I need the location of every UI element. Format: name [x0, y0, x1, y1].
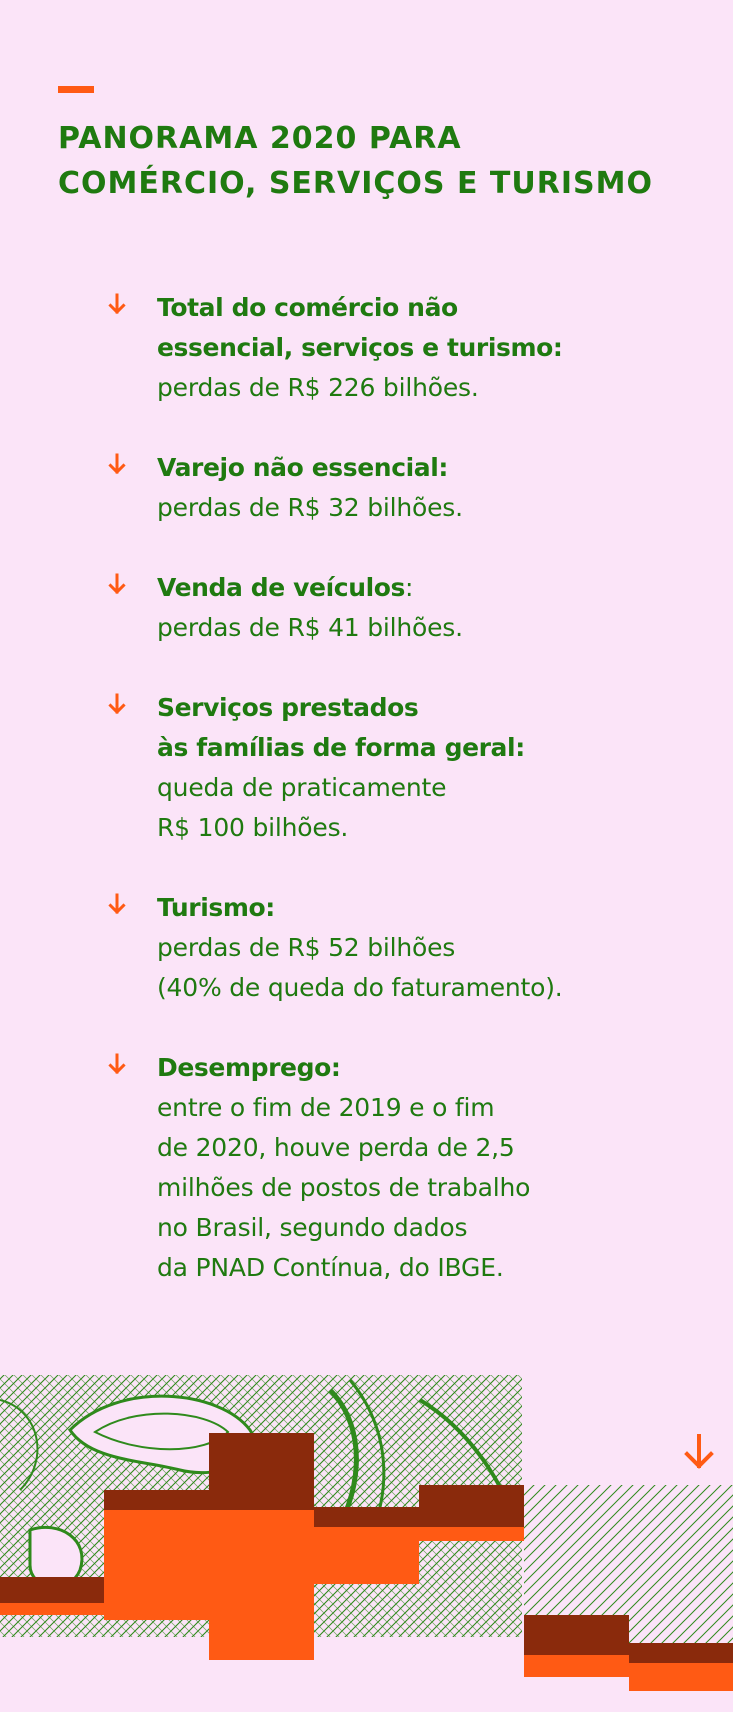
- item-body: da PNAD Contínua, do IBGE.: [157, 1253, 504, 1282]
- list-item-turismo: [108, 888, 708, 1008]
- arrow-down-icon: [108, 892, 126, 916]
- loss-list: [108, 288, 708, 1328]
- list-item-servicos: [108, 688, 708, 848]
- arrow-down-icon: [108, 452, 126, 476]
- arrow-down-icon: [108, 572, 126, 596]
- item-body: queda de praticamente: [157, 773, 447, 802]
- item-body: no Brasil, segundo dados: [157, 1213, 468, 1242]
- item-heading: Varejo não essencial:: [157, 453, 449, 482]
- item-body: perdas de R$ 52 bilhões: [157, 933, 456, 962]
- item-body: de 2020, houve perda de 2,5: [157, 1133, 515, 1162]
- arrow-down-icon: [108, 1052, 126, 1076]
- item-heading: Turismo:: [157, 893, 275, 922]
- item-heading: essencial, serviços e turismo:: [157, 333, 563, 362]
- item-body: perdas de R$ 226 bilhões.: [157, 373, 479, 402]
- item-body: milhões de postos de trabalho: [157, 1173, 531, 1202]
- list-item-total: [108, 288, 708, 408]
- item-heading: Desemprego:: [157, 1053, 341, 1082]
- item-heading-line: [157, 568, 708, 608]
- list-item-veiculos: [108, 568, 708, 648]
- arrow-down-icon: [687, 1436, 711, 1466]
- list-item-varejo: [108, 448, 708, 528]
- item-heading-suffix: :: [405, 573, 414, 602]
- arrow-down-icon: [108, 692, 126, 716]
- item-heading: Total do comércio não: [157, 293, 458, 322]
- item-heading: às famílias de forma geral:: [157, 733, 525, 762]
- item-body: perdas de R$ 41 bilhões.: [157, 613, 463, 642]
- item-body: perdas de R$ 32 bilhões.: [157, 493, 463, 522]
- item-heading: Venda de veículos: [157, 573, 406, 602]
- page-title: [58, 116, 708, 206]
- page-title-line-1: PANORAMA 2020 PARA: [58, 121, 462, 156]
- decorative-footer-illustration: [0, 1370, 733, 1712]
- page-title-line-2: COMÉRCIO, SERVIÇOS E TURISMO: [58, 166, 653, 201]
- item-heading: Serviços prestados: [157, 693, 419, 722]
- item-body: entre o fim de 2019 e o fim: [157, 1093, 495, 1122]
- list-item-desemprego: [108, 1048, 708, 1288]
- arrow-down-icon: [108, 292, 126, 316]
- item-body: (40% de queda do faturamento).: [157, 973, 563, 1002]
- item-body: R$ 100 bilhões.: [157, 813, 349, 842]
- title-accent-bar: [58, 86, 94, 93]
